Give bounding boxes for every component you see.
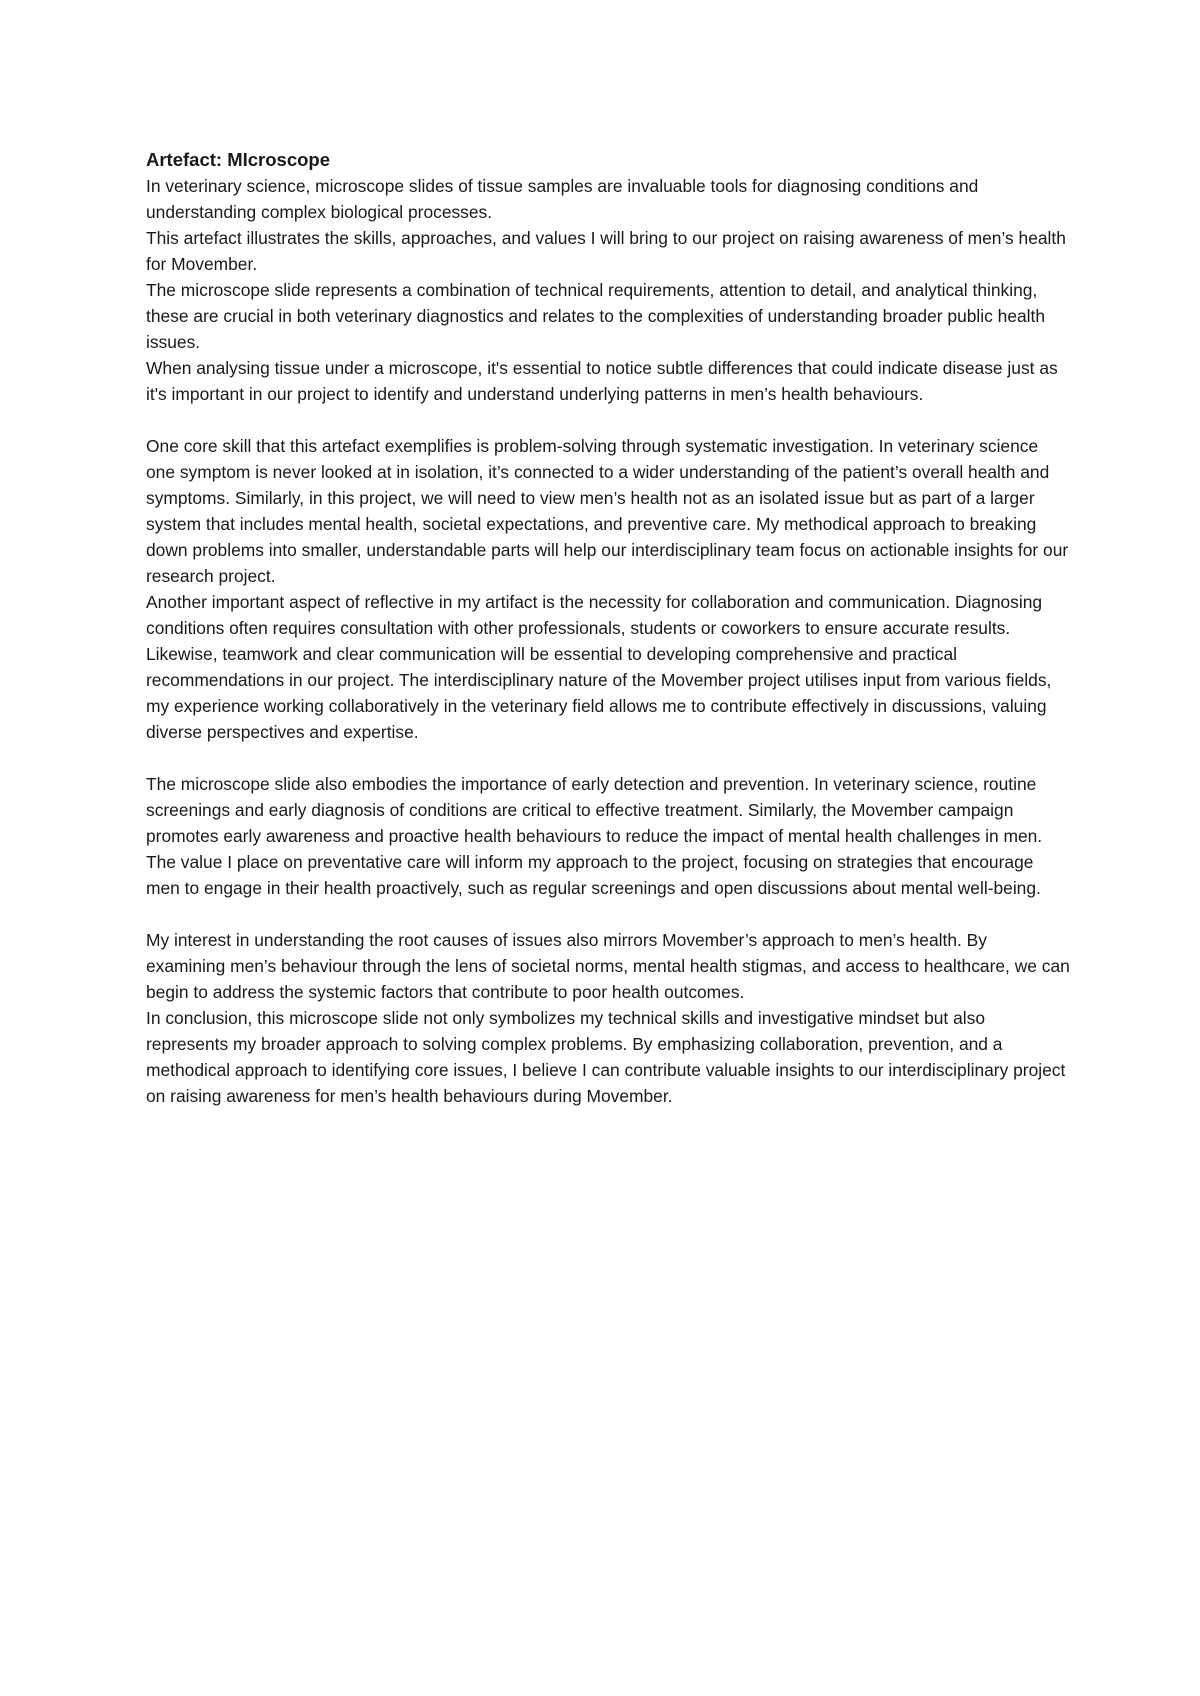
paragraph-slide-representation: The microscope slide represents a combination of technical requirements, attention to detail, and analytical thinking, these are crucial in both veterinary diagnostics and relates to the complexities of understanding broader public health issues. (146, 280, 1046, 352)
paragraph-spacer (146, 901, 1071, 927)
paragraph-spacer (146, 407, 1071, 433)
paragraph-early-detection: The microscope slide also embodies the importance of early detection and prevention. In veterinary science, routine screenings and early diagnosis of conditions are critical to effective treatment. Similarly, the Movember campaign promotes early awareness and proactive health behaviours to reduce the impact of mental health challenges in men. The value I place on preventative care will inform my approach to the project, focusing on strategies that encourage men to engage in their health proactively, such as regular screenings and open discussions about mental well-being. (146, 774, 1043, 898)
paragraph-analysing-tissue: When analysing tissue under a microscope, it's essential to notice subtle differences that could indicate disease just as it's important in our project to identify and understand underlying patterns in men’s health behaviours. (146, 358, 1058, 404)
paragraph-collaboration: Another important aspect of reflective in my artifact is the necessity for collaboration and communication. Diagnosing conditions often requires consultation with other professionals, students or coworkers to ensure accurate results. Likewise, teamwork and clear communication will be essential to developing comprehensive and practical recommendations in our project. The interdisciplinary nature of the Movember project utilises input from various fields, my experience working collaboratively in the veterinary field allows me to contribute effectively in discussions, valuing diverse perspectives and expertise. (146, 592, 1052, 742)
paragraph-intro: In veterinary science, microscope slides of tissue samples are invaluable tools for diagnosing conditions and understanding complex biological processes. (146, 176, 979, 222)
paragraph-problem-solving: One core skill that this artefact exemplifies is problem-solving through systematic investigation. In veterinary science one symptom is never looked at in isolation, it’s connected to a wider understanding of the patient’s overall health and symptoms. Similarly, in this project, we will need to view men’s health not as an isolated issue but as part of a larger system that includes mental health, societal expectations, and preventive care. My methodical approach to breaking down problems into smaller, understandable parts will help our interdisciplinary team focus on actionable insights for our research project. (146, 436, 1069, 586)
document-body (146, 147, 1071, 1109)
paragraph-conclusion: In conclusion, this microscope slide not only symbolizes my technical skills and investigative mindset but also represents my broader approach to solving complex problems. By emphasizing collaboration, prevention, and a methodical approach to identifying core issues, I believe I can contribute valuable insights to our interdisciplinary project on raising awareness for men’s health behaviours during Movember. (146, 1008, 1066, 1106)
paragraph-spacer (146, 745, 1071, 771)
paragraph-root-causes: My interest in understanding the root causes of issues also mirrors Movember’s approach to men’s health. By examining men’s behaviour through the lens of societal norms, mental health stigmas, and access to healthcare, we can begin to address the systemic factors that contribute to poor health outcomes. (146, 930, 1070, 1002)
document-title: Artefact: MIcroscope (146, 149, 331, 170)
paragraph-artefact-purpose: This artefact illustrates the skills, approaches, and values I will bring to our project on raising awareness of men’s health for Movember. (146, 228, 1066, 274)
